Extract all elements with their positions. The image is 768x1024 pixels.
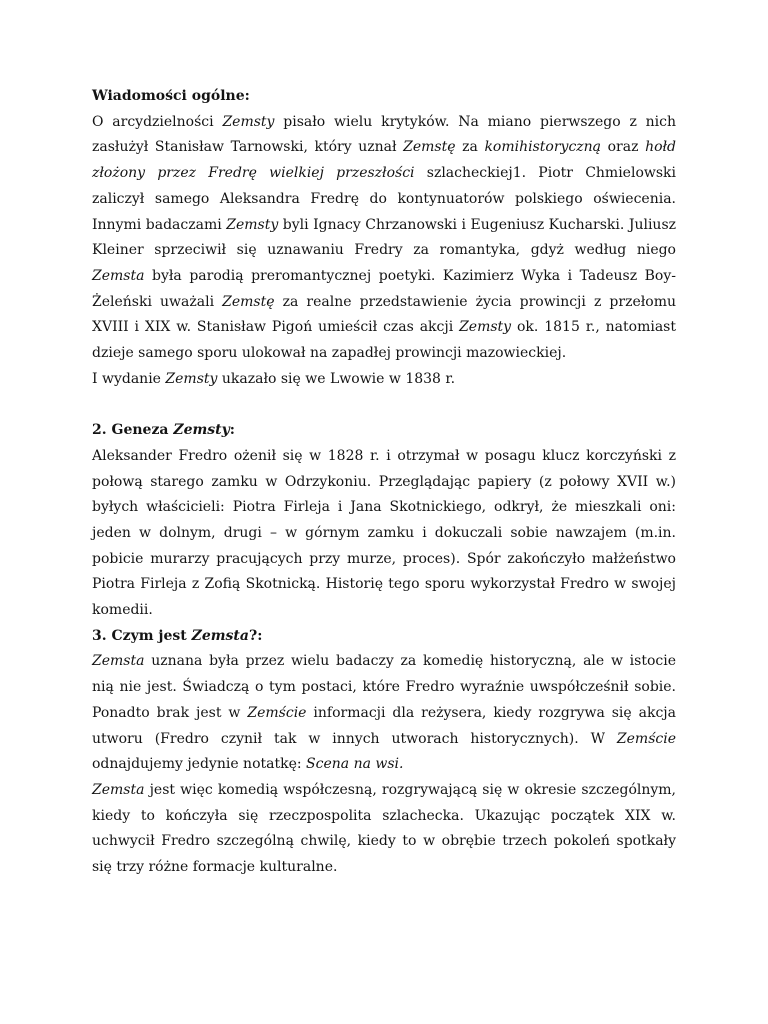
section1-heading: Wiadomości ogólne: bbox=[92, 88, 250, 104]
text-run: O arcydzielności bbox=[92, 113, 223, 130]
italic-text: Zemsty bbox=[165, 370, 218, 387]
text-run: informacji dla reżysera, kiedy rozgrywa się akcja utworu (Fredro czynił tak w innych utworach historycznych). W bbox=[92, 704, 676, 747]
text-run: 3. Czym jest bbox=[92, 627, 192, 644]
text-run: ok. 1815 r., natomiast dzieje samego sporu ulokował na zapadłej prowincji mazowieckiej. bbox=[92, 319, 676, 362]
text-run: była parodią preromantycznej poetyki. Kazimierz Wyka i Tadeusz Boy-Żeleński uważali bbox=[92, 267, 676, 310]
italic-text: Zemsta bbox=[92, 267, 145, 284]
italic-text: Zemsty bbox=[173, 422, 230, 439]
text-run: byli Ignacy Chrzanowski i Eugeniusz Kucharski. Juliusz Kleiner sprzeciwił się uznawaniu Fredry za romantyka, gdyż według niego bbox=[92, 216, 676, 259]
text-run: pisało wielu krytyków. Na miano pierwszego z nich zasłużył Stanisław Tarnowski, który uznał bbox=[92, 113, 676, 156]
text-run: : bbox=[229, 422, 235, 439]
text-run: odnajdujemy jedynie notatkę: bbox=[92, 756, 307, 773]
italic-text: Zemsta bbox=[191, 627, 249, 644]
text-run: oraz bbox=[601, 139, 646, 156]
italic-text: Zemsty bbox=[222, 113, 275, 130]
section3-paragraph-1 bbox=[92, 649, 676, 778]
italic-text: Zemście bbox=[616, 730, 676, 747]
text-run: uznana była przez wielu badaczy za komedię historyczną, ale w istocie nią nie jest. Świadczą o tym postaci, które Fredro wyraźnie uwspółcześnił sobie. Ponadto brak jest w bbox=[92, 653, 676, 721]
italic-text: Scena na wsi. bbox=[306, 756, 404, 773]
document-page bbox=[92, 84, 676, 881]
spacer bbox=[92, 392, 676, 418]
text-run: za bbox=[455, 139, 485, 156]
italic-text: Zemsta bbox=[92, 653, 145, 670]
italic-text: Zemstę bbox=[403, 139, 456, 156]
italic-text: Zemsty bbox=[226, 216, 279, 233]
text-run: I wydanie bbox=[92, 370, 166, 387]
italic-text: Zemsty bbox=[459, 319, 512, 336]
section1-paragraph bbox=[92, 110, 676, 367]
text-run: ?: bbox=[248, 627, 263, 644]
text-run: jest więc komedią współczesną, rozgrywającą się w okresie szczególnym, kiedy to kończyła się rzeczpospolita szlachecka. Ukazując początek XIX w. uchwycił Fredro szczególną chwilę, kiedy to w obrębie trzech pokoleń spotkały się trzy różne formacje kulturalne. bbox=[92, 781, 676, 876]
italic-text: hołd złożony przez Fredrę wielkiej przeszłości bbox=[92, 139, 677, 182]
italic-text: komihistoryczną bbox=[484, 139, 602, 156]
italic-text: Zemsta bbox=[92, 781, 145, 798]
italic-text: Zemście bbox=[247, 704, 307, 721]
section2-paragraph bbox=[92, 444, 676, 624]
text-run: ukazało się we Lwowie w 1838 r. bbox=[217, 370, 456, 387]
text-run: szlacheckiej1. Piotr Chmielowski zaliczył samego Aleksandra Fredrę do kontynuatorów polskiego oświecenia. Innymi badaczami bbox=[92, 165, 676, 233]
section3-heading bbox=[92, 624, 676, 650]
text-run: 2. Geneza bbox=[92, 422, 174, 439]
text-run: za realne przedstawienie życia prowincji z przełomu XVIII i XIX w. Stanisław Pigoń umieścił czas akcji bbox=[92, 293, 676, 336]
first-edition-paragraph bbox=[92, 367, 676, 393]
italic-text: Zemstę bbox=[222, 293, 275, 310]
section3-paragraph-2 bbox=[92, 778, 676, 881]
section2-heading bbox=[92, 418, 676, 444]
text-run: Aleksander Fredro ożenił się w 1828 r. i otrzymał w posagu klucz korczyński z połową starego zamku w Odrzykoniu. Przeglądając papiery (z połowy XVII w.) byłych właścicieli: Piotra Firleja i Jana Skotnickiego, odkrył, że mieszkali oni: jeden w dolnym, drugi – w górnym zamku i dokuczali sobie nawzajem (m.in. pobicie murarzy pracujących przy murze, proces). Spór zakończyło małżeństwo Piotra Firleja z Zofią Skotnicką. Historię tego sporu wykorzystał Fredro w swojej komedii. bbox=[92, 447, 676, 619]
